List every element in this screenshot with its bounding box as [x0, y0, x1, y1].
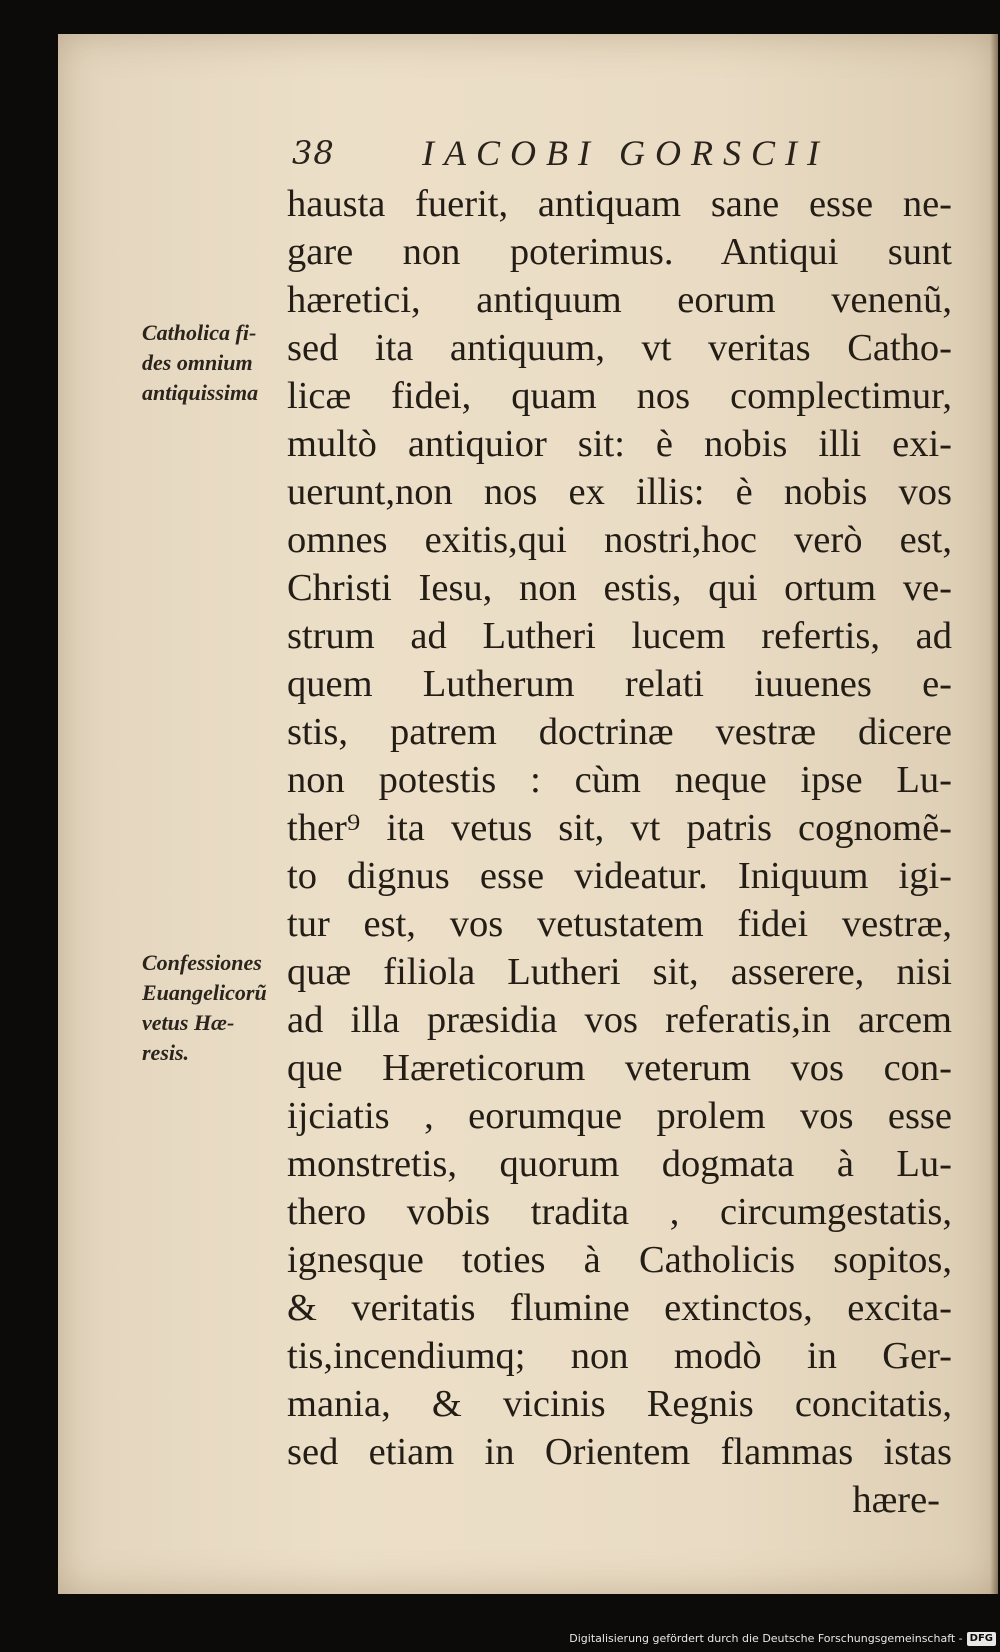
text-line: monstretis, quorum dogmata à Lu-	[287, 1143, 952, 1185]
margin-note-line: Euangelicorũ	[142, 980, 267, 1005]
text-line: tis,incendiumq; non modò in Ger-	[287, 1335, 952, 1377]
dfg-logo: DFG	[967, 1632, 996, 1646]
page-edge-shadow	[990, 34, 998, 1594]
margin-note-line: antiquissima	[142, 380, 259, 405]
text-line: sed ita antiquum, vt veritas Catho-	[287, 327, 952, 369]
text-line: ad illa præsidia vos referatis,in arcem	[287, 999, 952, 1041]
text-line: non potestis : cùm neque ipse Lu-	[287, 759, 952, 801]
text-line: uerunt,non nos ex illis: è nobis vos	[287, 471, 952, 513]
margin-note-line: des omnium	[142, 350, 253, 375]
text-line: hausta fuerit, antiquam sane esse ne-	[287, 183, 952, 225]
text-line: hæretici, antiquum eorum venenũ,	[287, 279, 952, 321]
text-line: ther⁹ ita vetus sit, vt patris cognomẽ-	[287, 807, 952, 849]
text-line: & veritatis flumine extinctos, excita-	[287, 1287, 952, 1329]
text-line: stis, patrem doctrinæ vestræ dicere	[287, 711, 952, 753]
margin-note-confessiones	[142, 948, 280, 1068]
running-head	[292, 134, 912, 180]
text-line: que Hæreticorum veterum vos con-	[287, 1047, 952, 1089]
margin-note-line: Catholica fi-	[142, 320, 257, 345]
text-line: thero vobis tradita , circumgestatis,	[287, 1191, 952, 1233]
margin-note-line: vetus Hæ-	[142, 1010, 235, 1035]
text-line: quæ filiola Lutheri sit, asserere, nisi	[287, 951, 952, 993]
text-line: sed etiam in Orientem flammas istas	[287, 1431, 952, 1473]
catchword: hære-	[852, 1479, 940, 1521]
text-line: Christi Iesu, non estis, qui ortum ve-	[287, 567, 952, 609]
text-line: ijciatis , eorumque prolem vos esse	[287, 1095, 952, 1137]
text-line: gare non poterimus. Antiqui sunt	[287, 231, 952, 273]
text-line: quem Lutherum relati iuuenes e-	[287, 663, 952, 705]
text-line: licæ fidei, quam nos complectimur,	[287, 375, 952, 417]
text-line: mania, & vicinis Regnis concitatis,	[287, 1383, 952, 1425]
text-line: to dignus esse videatur. Iniquum igi-	[287, 855, 952, 897]
margin-note-line: Confessiones	[142, 950, 262, 975]
footer-text: Digitalisierung gefördert durch die Deutsche Forschungsgemeinschaft -	[569, 1632, 963, 1645]
running-title: IACOBI GORSCII	[422, 133, 829, 173]
body-text	[287, 180, 952, 1524]
footer-attribution	[563, 1630, 996, 1648]
page-number: 38	[292, 134, 335, 172]
margin-note-catholica	[142, 318, 280, 408]
text-line: multò antiquior sit: è nobis illi exi-	[287, 423, 952, 465]
text-line: tur est, vos vetustatem fidei vestræ,	[287, 903, 952, 945]
margin-note-line: resis.	[142, 1040, 190, 1065]
text-line: strum ad Lutheri lucem refertis, ad	[287, 615, 952, 657]
text-line: ignesque toties à Catholicis sopitos,	[287, 1239, 952, 1281]
text-line: omnes exitis,qui nostri,hoc verò est,	[287, 519, 952, 561]
